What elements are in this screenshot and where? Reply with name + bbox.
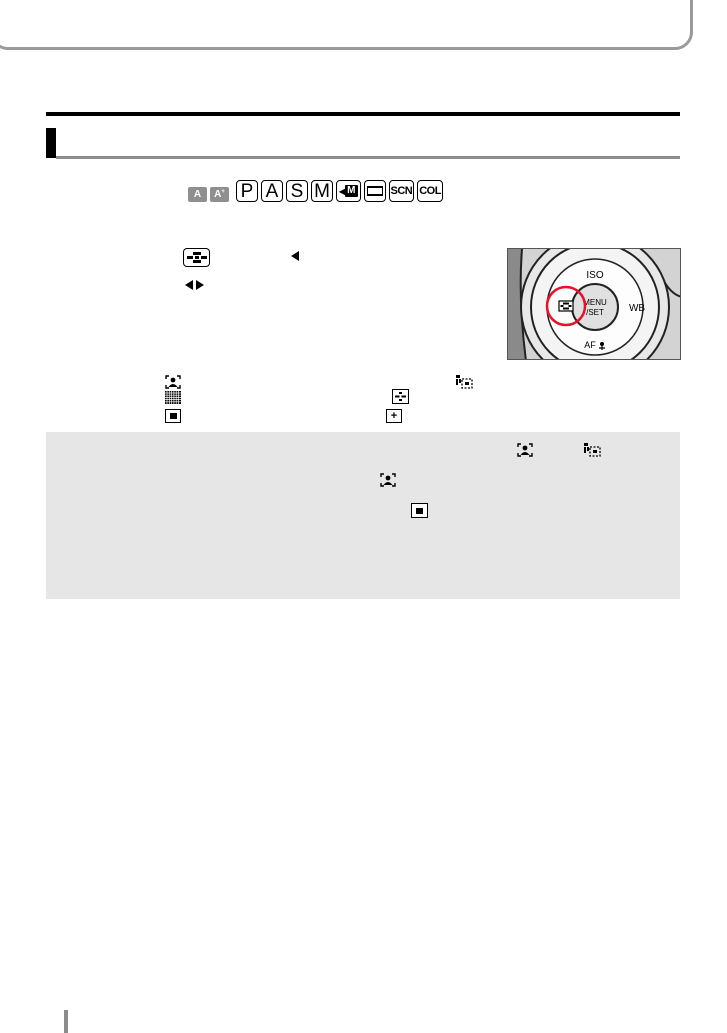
section-marker [46,128,56,158]
face-detection-icon [517,443,533,462]
page-footer-bar [64,1010,68,1033]
panorama-mode-icon [364,180,386,202]
af-mode-icon [183,248,210,267]
af-mode-dial-icon [559,301,573,311]
intelligent-auto-mode-icon: A [188,187,207,202]
wb-label: WB [628,303,646,314]
aperture-priority-mode-icon: A [261,180,283,202]
subsection-rule [56,156,680,159]
shutter-priority-mode-icon: S [286,180,308,202]
left-triangle-icon [291,251,299,261]
header-tab [0,0,693,50]
custom-multi-icon [392,389,409,404]
1-area-icon [165,409,181,423]
control-dial-photo [507,248,681,360]
menu-label: MENU [583,298,607,307]
program-ae-mode-icon: P [236,180,258,202]
left-right-arrows-icon [185,279,215,291]
scene-guide-mode-icon: SCN [389,180,415,202]
iso-label: ISO [586,270,604,281]
af-tracking-icon [584,443,601,462]
af-label: AF [584,340,596,350]
face-detection-icon [380,473,396,492]
section-rule [46,112,680,116]
creative-video-mode-icon: ◀ M [336,180,361,202]
manual-exposure-mode-icon: M [311,180,333,202]
set-label: /SET [586,308,604,317]
49-area-icon [165,391,181,409]
creative-control-mode-icon: COL [417,180,443,202]
pinpoint-icon: + [386,409,402,423]
recording-mode-icons [188,180,443,202]
af-tracking-icon [456,375,473,394]
1-area-icon [411,503,428,518]
intelligent-auto-plus-mode-icon: A + [210,187,229,202]
